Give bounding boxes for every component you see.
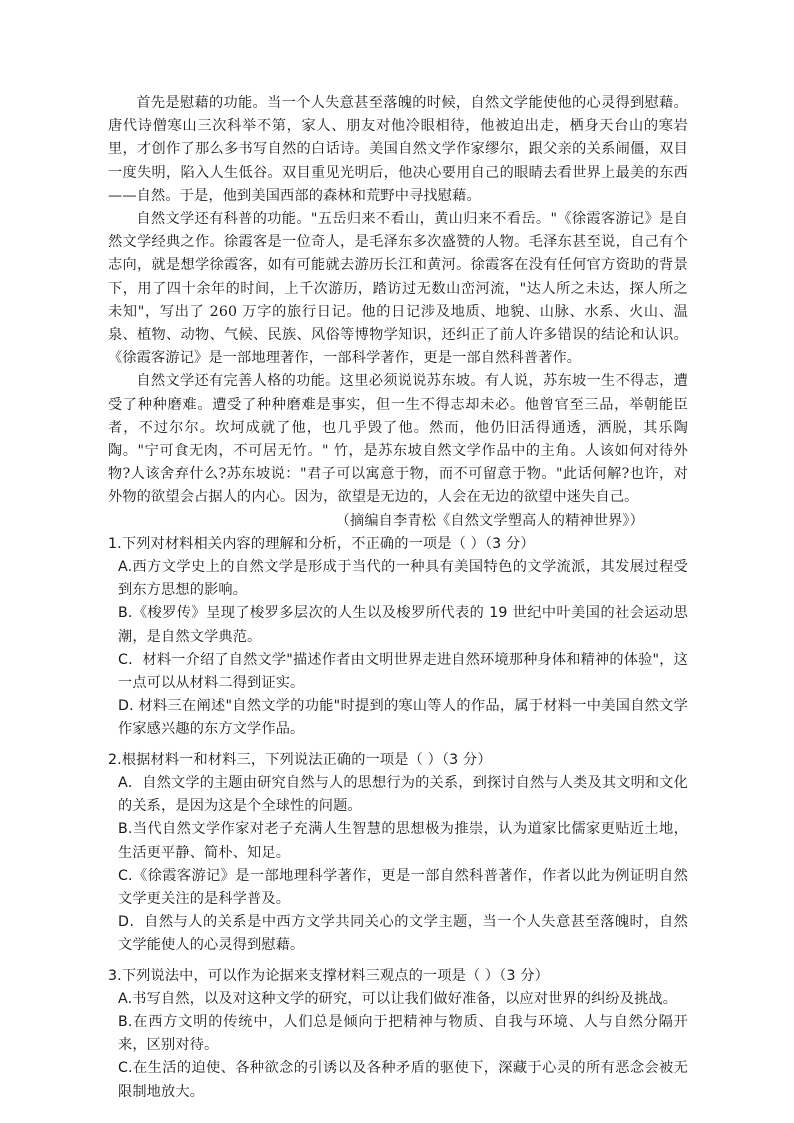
question-option: A.书写自然，以及对这种文学的研究，可以让我们做好准备，以应对世界的纠纷及挑战。 [118,990,678,1007]
passage-paragraph: 首先是慰藉的功能。当一个人失意甚至落魄的时候，自然文学能使他的心灵得到慰藉。唐代诗僧寒山三次科举不第，家人、朋友对他冷眼相待，他被迫出走，栖身天台山的寒岩里，才创作了那么多书写自然的白话诗。美国自然文学作家缪尔，跟父亲的关系闹僵，双目一度失明，陷入人生低谷。双目重见光明后，他决心要用自己的眼睛去看世界上最美的东西——自然。于是，他到美国西部的森林和荒野中寻找慰藉。 [108,95,688,204]
question-option: B.《梭罗传》呈现了梭罗多层次的人生以及梭罗所代表的 19 世纪中叶美国的社会运动思潮，是自然文学典范。 [118,605,688,645]
question-option: B.当代自然文学作家对老子充满人生智慧的思想极为推崇，认为道家比儒家更贴近土地，生活更平静、简朴、知足。 [118,821,688,861]
question-3 [108,965,688,1104]
passage-paragraph: 自然文学还有完善人格的功能。这里必须说说苏东坡。有人说，苏东坡一生不得志，遭受了种种磨难。遭受了种种磨难是事实，但一生不得志却未必。他曾官至三品，举朝能臣者，不过尔尔。坎坷成就了他，也几乎毁了他。然而，他仍旧活得通透，洒脱，其乐陶陶。"宁可食无肉，不可居无竹。" 竹，是苏东坡自然文学作品中的主角。人该如何对待外物?人该舍弃什么?苏东坡说："君子可以寓意于物，而不可留意于物。"此话何解?也许，对外物的欲望会占据人的内心。因为，欲望是无边的，人会在无边的欲望中迷失自己。 [108,373,688,506]
question-1 [108,533,688,742]
question-option: D. 材料三在阐述"自然文学的功能"时提到的寒山等人的作品，属于材料一中美国自然文学作家感兴趣的东方文学作品。 [118,698,688,738]
question-option: C.在生活的迫使、各种欲念的引诱以及各种矛盾的驱使下，深藏于心灵的所有恶念会被无限制地放大。 [118,1060,688,1100]
question-option: A.西方文学史上的自然文学是形成于当代的一种具有美国特色的文学流派，其发展过程受到东方思想的影响。 [118,559,688,599]
question-stem: 2.根据材料一和材料三，下列说法正确的一项是（ ）（3 分） [108,751,492,768]
question-stem: 1.下列对材料相关内容的理解和分析，不正确的一项是（ ）（3 分） [108,535,535,552]
question-option: D．自然与人的关系是中西方文学共同关心的文学主题，当一个人失意甚至落魄时，自然文学能使人的心灵得到慰藉。 [118,914,688,954]
document-body [108,92,688,1104]
question-option: C.《徐霞客游记》是一部地理科学著作，更是一部自然科普著作，作者以此为例证明自然文学更关注的是科学普及。 [118,867,688,907]
passage-paragraph: 自然文学还有科普的功能。"五岳归来不看山，黄山归来不看岳。"《徐霞客游记》是自然文学经典之作。徐霞客是一位奇人，是毛泽东多次盛赞的人物。毛泽东甚至说，自己有个志向，就是想学徐霞客，如有可能就去游历长江和黄河。徐霞客在没有任何官方资助的背景下，用了四十余年的时间，上千次游历，踏访过无数山峦河流，"达人所之未达，探人所之未知"，写出了 260 万字的旅行日记。他的日记涉及地质、地貌、山脉、水系、火山、温泉、植物、动物、气候、民族、风俗等博物学知识，还纠正了前人许多错误的结论和认识。《徐霞客游记》是一部地理著作，一部科学著作，更是一部自然科普著作。 [108,211,688,367]
question-list [108,533,688,1104]
question-stem: 3.下列说法中，可以作为论据来支撑材料三观点的一项是（ ）（3 分） [108,967,550,984]
question-option: C．材料一介绍了自然文学"描述作者由文明世界走进自然环境那种身体和精神的体验"，这一点可以从材料二得到证实。 [118,651,688,692]
passage-source: （摘编自李青松《自然文学塑高人的精神世界》） [335,512,644,529]
question-option: B.在西方文明的传统中，人们总是倾向于把精神与物质、自我与环境、人与自然分隔开来，区别对待。 [118,1013,688,1054]
question-option: A．自然文学的主题由研究自然与人的思想行为的关系，到探讨自然与人类及其文明和文化的关系，是因为这是个全球性的问题。 [118,774,688,815]
question-2 [108,749,688,958]
